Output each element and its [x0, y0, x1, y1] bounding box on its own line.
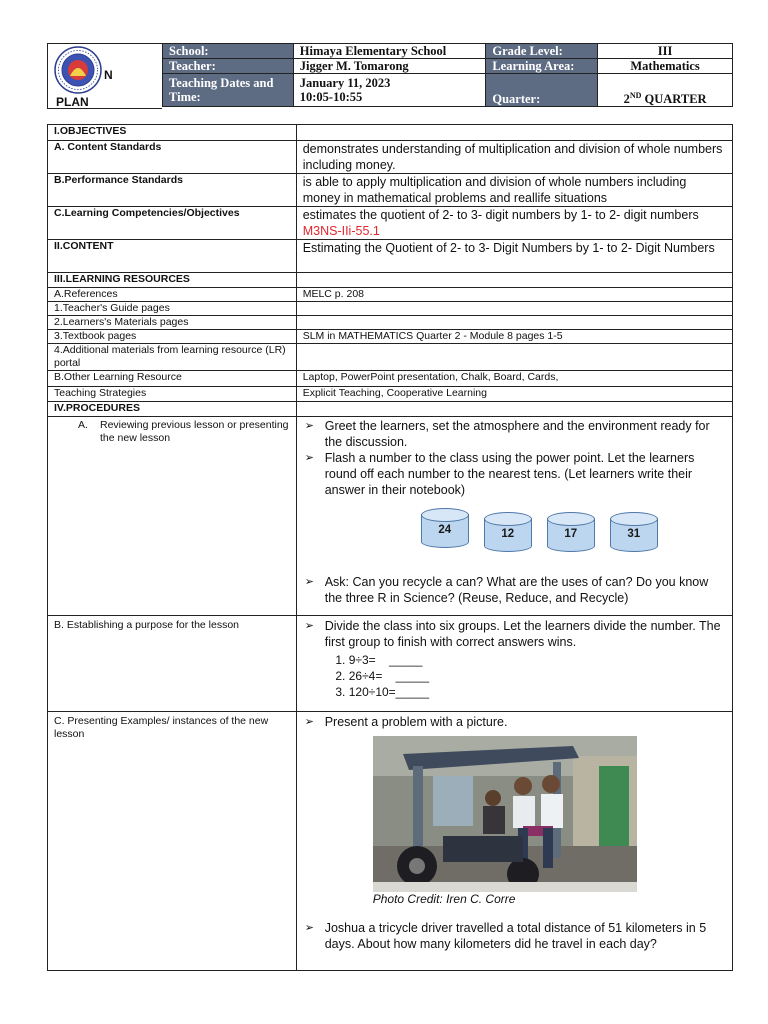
- lesson-plan-table: [47, 124, 733, 971]
- list-item: ➢ Flash a number to the class using the power point. Let the learners round off each number to the nearest tens. (Let learners write their answer in their notebook): [304, 451, 695, 497]
- tricycle-photo-area: [303, 730, 726, 920]
- procedure-a-letter: A.: [78, 419, 88, 431]
- can-label: 24: [438, 524, 452, 536]
- resource-label: B.Other Learning Resource: [48, 371, 297, 387]
- resource-label: 4.Additional materials from learning resource (LR) portal: [48, 344, 297, 371]
- teacher-label: Teacher:: [163, 59, 294, 74]
- grade-value: III: [598, 44, 733, 59]
- can-shape: [421, 508, 469, 548]
- quarter-value: 2ND QUARTER: [598, 74, 733, 107]
- list-item: 3. 120÷10=_____: [349, 684, 726, 700]
- procedures-heading: IV.PROCEDURES: [48, 402, 297, 417]
- resource-label: Teaching Strategies: [48, 387, 297, 402]
- list-item: 1. 9÷3= _____: [349, 652, 726, 668]
- can-shape: [547, 512, 595, 552]
- date-value: January 11, 2023: [299, 76, 391, 90]
- list-item: ➢ Divide the class into six groups. Let the learners divide the number. The first group to finish with correct answers wins.: [304, 619, 721, 649]
- resource-value: Laptop, PowerPoint presentation, Chalk, Board, Cards,: [296, 371, 732, 387]
- procedure-c-content: [296, 712, 732, 971]
- can-shape: [610, 512, 658, 552]
- tricycle-photo: [373, 736, 637, 892]
- photo-credit: Photo Credit: Iren C. Corre: [372, 892, 516, 906]
- dates-cell: [293, 74, 486, 107]
- list-item: ➢ Greet the learners, set the atmosphere and the environment ready for the discussion.: [304, 419, 710, 449]
- content-standards-value: demonstrates understanding of multiplication and division of whole numbers including money.: [296, 141, 732, 174]
- dates-label: Teaching Dates and Time:: [163, 74, 294, 107]
- procedure-a-content: [296, 417, 732, 616]
- arrow-bullet-icon: ➢: [304, 420, 314, 432]
- resource-value: MELC p. 208: [296, 288, 732, 302]
- can-label: 12: [501, 528, 515, 540]
- teacher-value: Jigger M. Tomarong: [293, 59, 486, 74]
- competencies-value: estimates the quotient of 2- to 3- digit numbers by 1- to 2- digit numbers: [302, 208, 699, 222]
- arrow-bullet-icon: ➢: [304, 620, 314, 632]
- time-value: 10:05-10:55: [299, 90, 363, 104]
- list-item: ➢ Joshua a tricycle driver travelled a total distance of 51 kilometers in 5 days. About how many kilometers did he travel in each day?: [304, 921, 707, 951]
- logo-cell: [47, 43, 162, 109]
- procedure-a-label: Reviewing previous lesson or presenting the new lesson: [100, 419, 289, 444]
- arrow-bullet-icon: ➢: [304, 922, 314, 934]
- resources-heading: III.LEARNING RESOURCES: [48, 273, 297, 288]
- school-value: Himaya Elementary School: [293, 44, 486, 59]
- list-item: 2. 26÷4= _____: [349, 668, 726, 684]
- resource-value: SLM in MATHEMATICS Quarter 2 - Module 8 pages 1-5: [296, 330, 732, 344]
- cans-row: [303, 498, 726, 574]
- procedure-c-label: C. Presenting Examples/ instances of the new lesson: [48, 712, 297, 971]
- resource-value: [296, 344, 732, 371]
- logo-letter: N: [104, 68, 113, 82]
- performance-standards-value: is able to apply multiplication and division of whole numbers including money in mathematical problems and reallife situations: [296, 174, 732, 207]
- can-label: 17: [564, 528, 578, 540]
- objectives-heading: I.OBJECTIVES: [48, 125, 297, 141]
- resource-value: Explicit Teaching, Cooperative Learning: [296, 387, 732, 402]
- procedure-b-label: B. Establishing a purpose for the lesson: [48, 616, 297, 712]
- list-item: ➢ Present a problem with a picture.: [304, 715, 508, 729]
- deped-seal-icon: [54, 46, 102, 94]
- division-list: [303, 652, 726, 700]
- content-value: Estimating the Quotient of 2- to 3- Digit Numbers by 1- to 2- Digit Numbers: [296, 240, 732, 273]
- area-value: Mathematics: [598, 59, 733, 74]
- competencies-label: C.Learning Competencies/Objectives: [48, 207, 297, 240]
- resource-label: 2.Learners's Materials pages: [48, 316, 297, 330]
- competencies-cell: [296, 207, 732, 240]
- plan-label: PLAN: [56, 95, 89, 109]
- procedure-a-label-cell: [48, 417, 297, 616]
- arrow-bullet-icon: ➢: [304, 576, 314, 588]
- area-label: Learning Area:: [486, 59, 598, 74]
- quarter-label: Quarter:: [486, 74, 598, 107]
- content-standards-label: A. Content Standards: [48, 141, 297, 174]
- grade-label: Grade Level:: [486, 44, 598, 59]
- can-label: 31: [627, 528, 641, 540]
- header-table: [162, 43, 733, 107]
- arrow-bullet-icon: ➢: [304, 716, 314, 728]
- school-label: School:: [163, 44, 294, 59]
- can-shape: [484, 512, 532, 552]
- procedure-b-content: [296, 616, 732, 712]
- arrow-bullet-icon: ➢: [304, 452, 314, 464]
- resource-value: [296, 302, 732, 316]
- content-label: II.CONTENT: [48, 240, 297, 273]
- resource-label: 3.Textbook pages: [48, 330, 297, 344]
- list-item: ➢ Ask: Can you recycle a can? What are the uses of can? Do you know the three R in Science? (Reuse, Reduce, and Recycle): [304, 575, 709, 605]
- resource-label: 1.Teacher's Guide pages: [48, 302, 297, 316]
- resource-label: A.References: [48, 288, 297, 302]
- performance-standards-label: B.Performance Standards: [48, 174, 297, 207]
- resource-value: [296, 316, 732, 330]
- competency-code: M3NS-IIi-55.1: [302, 224, 380, 238]
